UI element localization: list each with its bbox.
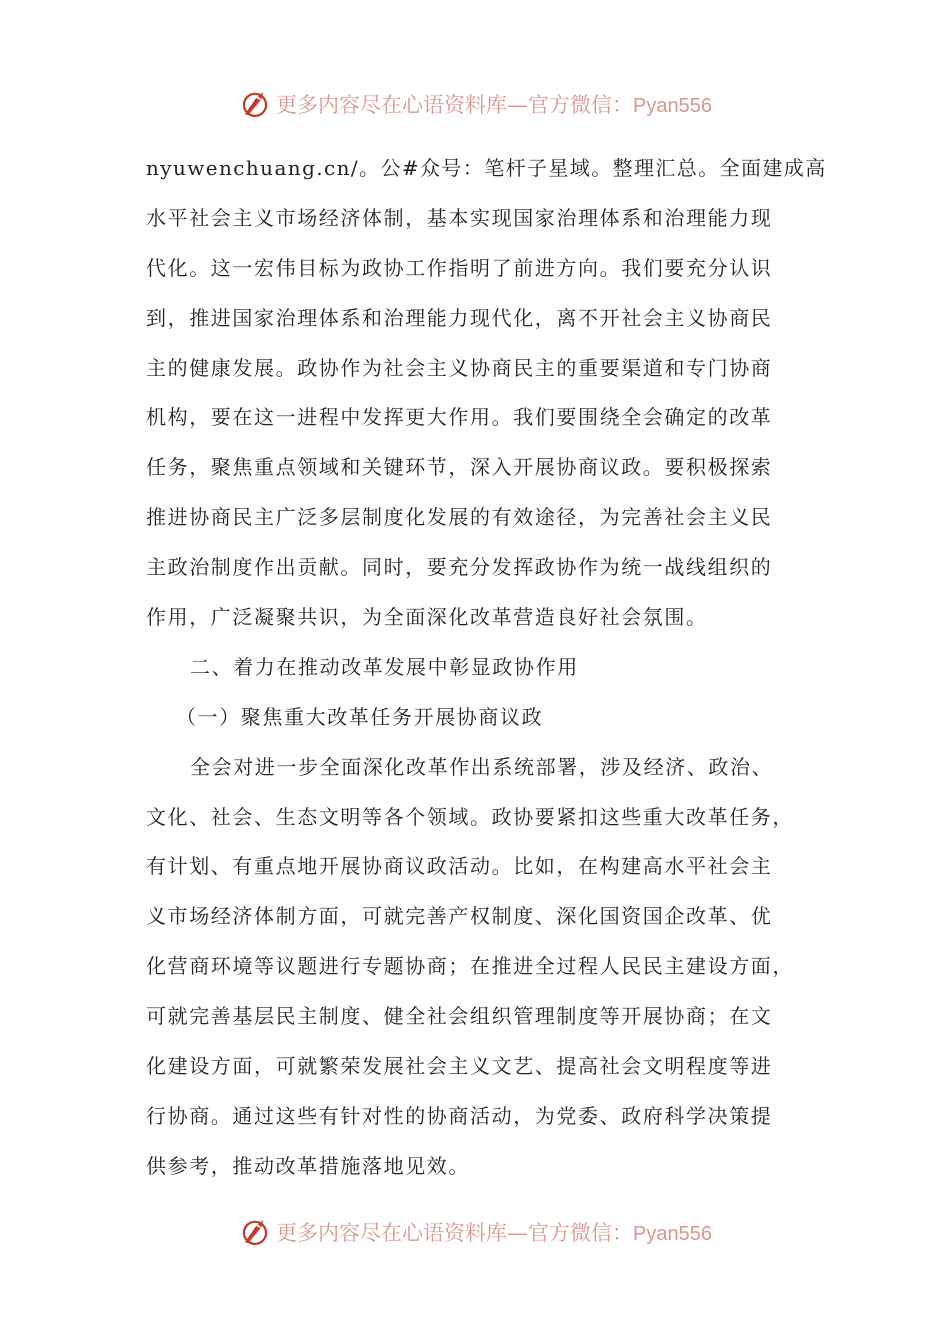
paragraph-line: 文化、社会、生态文明等各个领域。政协要紧扣这些重大改革任务， <box>146 804 794 829</box>
watermark-text: 更多内容尽在心语资料库—官方微信：Pyan556 <box>276 93 712 117</box>
document-body <box>146 144 827 1192</box>
paragraph-line: 可就完善基层民主制度、健全社会组织管理制度等开展协商；在文 <box>146 1004 773 1029</box>
header-watermark <box>0 84 950 124</box>
footer-watermark <box>0 1212 950 1252</box>
paragraph-line: 义市场经济体制方面，可就完善产权制度、深化国资国企改革、优 <box>146 904 773 929</box>
body-line: 推进协商民主广泛多层制度化发展的有效途径，为完善社会主义民 <box>146 505 773 530</box>
body-line: 主的健康发展。政协作为社会主义协商民主的重要渠道和专门协商 <box>146 355 773 380</box>
paragraph-line: 供参考，推动改革措施落地见效。 <box>146 1153 470 1178</box>
watermark-text: 更多内容尽在心语资料库—官方微信：Pyan556 <box>276 1221 712 1245</box>
body-line: 任务，聚焦重点领域和关键环节，深入开展协商议政。要积极探索 <box>146 455 773 480</box>
pen-nib-logo-icon <box>238 87 272 121</box>
body-line: 作用，广泛凝聚共识，为全面深化改革营造良好社会氛围。 <box>146 605 708 630</box>
subsection-heading: （一）聚焦重大改革任务开展协商议政 <box>176 704 544 729</box>
paragraph-line: 有计划、有重点地开展协商议政活动。比如，在构建高水平社会主 <box>146 854 773 879</box>
body-line: nyuwenchuang.cn/。公#众号：笔杆子星域。整理汇总。全面建成高 <box>146 156 827 180</box>
body-line: 水平社会主义市场经济体制，基本实现国家治理体系和治理能力现 <box>146 205 773 230</box>
paragraph-line: 化营商环境等议题进行专题协商；在推进全过程人民民主建设方面， <box>146 954 794 979</box>
paragraph-line: 行协商。通过这些有针对性的协商活动，为党委、政府科学决策提 <box>146 1103 773 1128</box>
body-line: 到，推进国家治理体系和治理能力现代化，离不开社会主义协商民 <box>146 305 773 330</box>
pen-nib-logo-icon <box>238 1215 272 1249</box>
body-line: 主政治制度作出贡献。同时，要充分发挥政协作为统一战线组织的 <box>146 555 773 580</box>
paragraph-line: 化建设方面，可就繁荣发展社会主义文艺、提高社会文明程度等进 <box>146 1054 773 1079</box>
section-heading: 二、着力在推动改革发展中彰显政协作用 <box>190 654 579 679</box>
body-line: 机构，要在这一进程中发挥更大作用。我们要围绕全会确定的改革 <box>146 405 773 430</box>
body-line: 代化。这一宏伟目标为政协工作指明了前进方向。我们要充分认识 <box>146 255 773 280</box>
paragraph-line: 全会对进一步全面深化改革作出系统部署，涉及经济、政治、 <box>190 754 774 779</box>
